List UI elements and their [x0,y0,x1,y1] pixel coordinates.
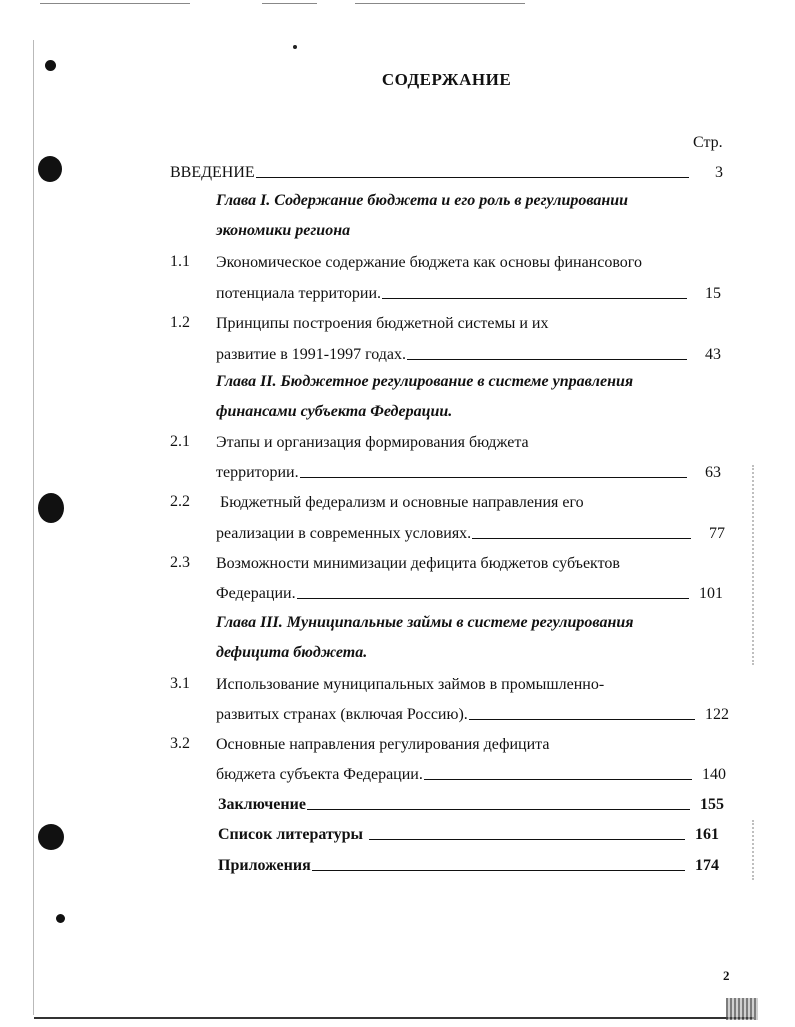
toc-entry-title: Список литературы [218,826,363,843]
toc-entry-references [218,824,719,844]
chapter-heading: Глава I. Содержание бюджета и его роль в регулировании [216,192,629,209]
punch-hole-mark [38,156,62,182]
toc-item-line [216,583,723,603]
toc-item-text: развитых странах (включая Россию). [216,706,468,723]
toc-leader-line [424,778,692,780]
toc-item-number: 2.1 [170,433,190,450]
page-title: СОДЕРЖАНИЕ [381,70,512,89]
toc-entry-title: Приложения [218,857,311,874]
scan-corner-mark [726,998,758,1020]
toc-entry-title: Заключение [218,796,306,813]
toc-item-text: Использование муниципальных займов в промышленно- [216,676,605,693]
toc-item-line [216,283,721,303]
punch-hole-mark [56,914,65,923]
toc-item-line [216,704,729,724]
toc-entry-title: ВВЕДЕНИЕ [170,164,255,181]
toc-leader-line [312,869,685,871]
toc-page-number: 101 [699,585,723,602]
toc-page-number: 122 [705,706,729,723]
toc-page-number: 3 [715,164,723,181]
toc-item-text: Возможности минимизации дефицита бюджетов субъектов [216,555,620,572]
toc-entry-conclusion [218,794,724,814]
scan-left-rule [33,40,34,1015]
toc-page-number: 161 [695,826,719,843]
scan-edge-noise [752,820,762,880]
toc-item-number: 2.3 [170,554,190,571]
toc-item-line [216,462,721,482]
toc-item-number: 3.2 [170,735,190,752]
toc-item-text: территории. [216,464,299,481]
toc-item-line [216,344,721,364]
toc-item-text: развитие в 1991-1997 годах. [216,346,407,363]
toc-entry-appendices [218,855,719,875]
toc-page-number: 140 [702,766,726,783]
toc-item-number: 3.1 [170,675,190,692]
scan-top-rule [40,3,190,4]
scan-edge-noise [752,465,762,665]
toc-item-text: Основные направления регулирования дефицита [216,736,550,753]
toc-page-number: 155 [700,796,724,813]
toc-leader-line [256,176,689,178]
toc-item-number: 1.1 [170,253,190,270]
toc-page-number: 63 [705,464,721,481]
toc-item-line [216,764,726,784]
toc-page-number: 77 [709,525,725,542]
toc-item-text: Принципы построения бюджетной системы и их [216,315,549,332]
page-number: 2 [723,968,730,983]
punch-hole-mark [38,493,64,523]
toc-leader-line [407,358,687,360]
toc-leader-line [300,476,687,478]
toc-page-number: 15 [705,285,721,302]
toc-item-text: Экономическое содержание бюджета как основы финансового [216,254,642,271]
toc-entry-intro [170,162,723,182]
scan-bottom-rule [34,1017,754,1019]
page-column-label: Стр. [693,134,723,151]
toc-page-number: 174 [695,857,719,874]
toc-item-text: Бюджетный федерализм и основные направления его [220,494,584,511]
toc-item-text: потенциала территории. [216,285,382,302]
scan-top-rule [355,3,525,4]
chapter-heading: Глава III. Муниципальные займы в системе регулирования [216,614,634,631]
toc-item-text: Этапы и организация формирования бюджета [216,434,529,451]
punch-hole-mark [38,824,64,850]
toc-leader-line [307,808,690,810]
toc-item-number: 1.2 [170,314,190,331]
toc-item-number: 2.2 [170,493,190,510]
toc-leader-line [472,537,691,539]
chapter-heading: финансами субъекта Федерации. [216,403,453,420]
scan-top-rule [262,3,317,4]
toc-item-text: бюджета субъекта Федерации. [216,766,423,783]
toc-item-text: Федерации. [216,585,296,602]
toc-page-number: 43 [705,346,721,363]
chapter-heading: Глава II. Бюджетное регулирование в системе управления [216,373,634,390]
toc-leader-line [369,838,685,840]
scan-speck [293,45,297,49]
toc-leader-line [297,597,689,599]
toc-leader-line [382,297,687,299]
toc-leader-line [469,718,695,720]
toc-item-text: реализации в современных условиях. [216,525,472,542]
toc-item-line [216,523,725,543]
chapter-heading: экономики региона [216,222,351,239]
chapter-heading: дефицита бюджета. [216,644,368,661]
